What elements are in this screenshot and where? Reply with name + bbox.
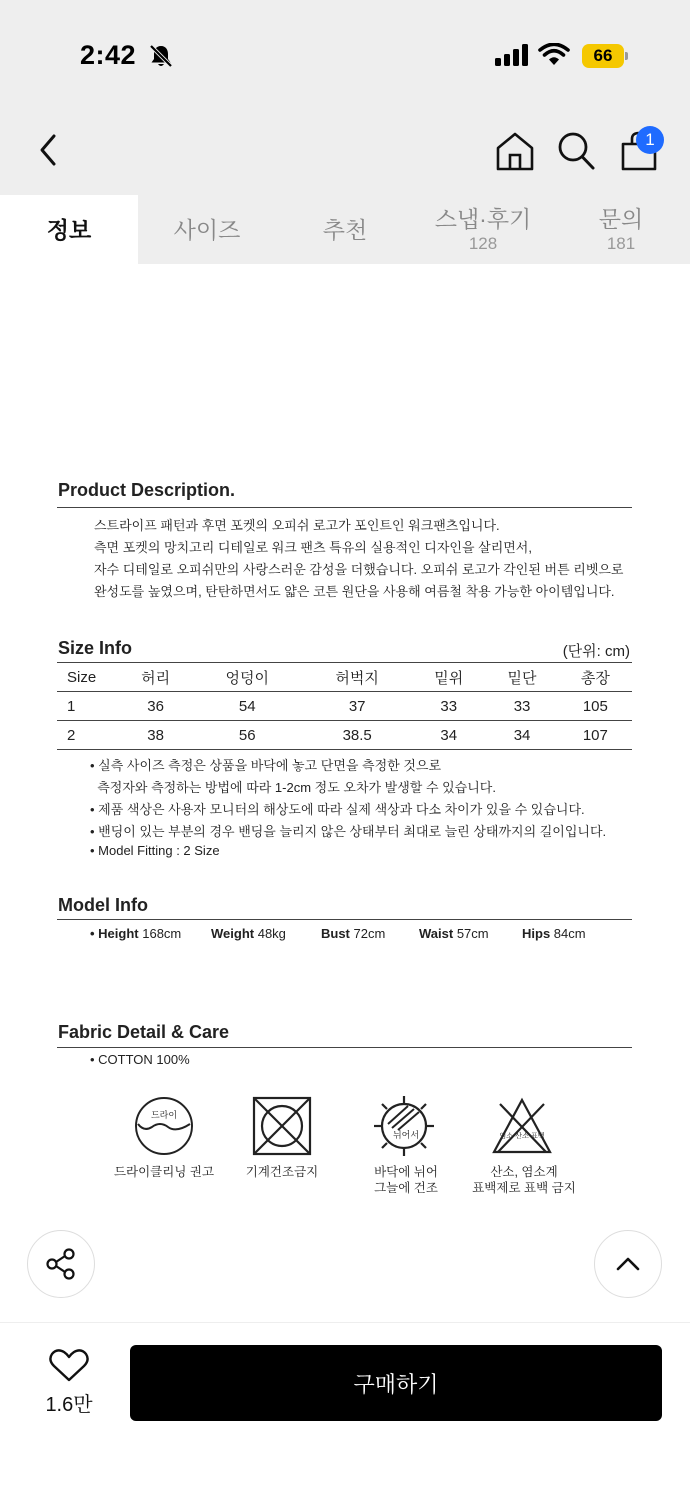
tab-info-label: 정보 [46, 216, 92, 243]
tab-snap-review-count: 128 [468, 233, 498, 253]
chevron-up-icon [613, 1249, 643, 1279]
model-hips [522, 926, 586, 941]
share-button[interactable] [27, 1230, 95, 1298]
table-row [57, 692, 632, 721]
table-cell: 33 [412, 692, 485, 721]
model-weight-value: 48kg [257, 926, 286, 941]
model-height [90, 926, 181, 941]
back-button[interactable] [30, 130, 66, 170]
size-unit: (단위: cm) [562, 643, 630, 660]
size-table [57, 662, 632, 750]
care-label-no-bleach [454, 1164, 594, 1196]
care-label-no-tumble-dry [212, 1164, 352, 1180]
tab-inquiry[interactable] [552, 195, 690, 264]
table-cell: 34 [485, 721, 558, 750]
buy-button[interactable]: 구매하기 [130, 1345, 662, 1421]
product-description-title: Product Description. [58, 480, 236, 500]
no-bleach-icon-text: 염소 산소 표백 [499, 1132, 545, 1140]
size-info-title: Size Info [58, 638, 133, 658]
model-height-value: 168cm [142, 926, 182, 941]
table-row [57, 721, 632, 750]
model-hips-label: Hips [522, 926, 551, 941]
size-note: • 밴딩이 있는 부분의 경우 밴딩을 늘리지 않은 상태부터 최대로 늘린 상태까지의 길이입니다. [90, 824, 607, 839]
table-cell: 1 [57, 692, 119, 721]
table-header: 허벅지 [302, 663, 412, 692]
like-count: 1.6만 [45, 1394, 93, 1416]
table-header-row [57, 663, 632, 692]
divider [57, 1047, 632, 1048]
model-height-label: • Height [90, 926, 139, 941]
model-bust-value: 72cm [353, 926, 386, 941]
tab-snap-review[interactable] [414, 195, 552, 264]
divider [57, 919, 632, 920]
model-waist-label: Waist [419, 926, 454, 941]
table-cell: 107 [559, 721, 632, 750]
dry-clean-icon [132, 1094, 196, 1158]
battery-tip [625, 52, 628, 60]
tab-recommend[interactable] [276, 195, 414, 264]
table-cell: 105 [559, 692, 632, 721]
dry-clean-icon-text: 드라이 [150, 1111, 178, 1121]
description-line: 측면 포켓의 망치고리 디테일로 워크 팬츠 특유의 실용적인 디자인을 살리면서, [94, 540, 532, 555]
table-cell: 37 [302, 692, 412, 721]
model-weight-label: Weight [211, 926, 255, 941]
table-header: 엉덩이 [192, 663, 302, 692]
tab-snap-review-label: 스냅·후기 [434, 205, 532, 232]
status-time: 2:42 [80, 40, 137, 70]
fabric-care-title: Fabric Detail & Care [58, 1022, 230, 1042]
no-bleach-icon [490, 1094, 554, 1158]
model-info-title: Model Info [58, 895, 148, 915]
share-icon [44, 1247, 78, 1281]
tab-size-label: 사이즈 [173, 216, 241, 243]
care-label-line: 기계건조금지 [245, 1165, 319, 1179]
search-button[interactable] [556, 130, 596, 172]
model-bust-label: Bust [321, 926, 350, 941]
product-tabs [0, 195, 690, 264]
table-header: 총장 [559, 663, 632, 692]
table-header: Size [57, 663, 119, 692]
care-label-line: 바닥에 뉘어 [374, 1165, 438, 1179]
size-note: 측정자와 측정하는 방법에 따라 1-2cm 정도 오차가 발생할 수 있습니다. [90, 780, 496, 795]
model-bust [321, 926, 385, 941]
table-cell: 54 [192, 692, 302, 721]
flat-dry-shade-icon-text: 뉘어서 [392, 1131, 420, 1141]
bell-muted-icon [148, 43, 174, 69]
model-waist-value: 57cm [456, 926, 489, 941]
size-note: • Model Fitting : 2 Size [90, 843, 220, 858]
tab-size[interactable] [138, 195, 276, 264]
nav-bar [0, 100, 690, 195]
heart-icon [40, 1348, 98, 1384]
table-cell: 38.5 [302, 721, 412, 750]
model-weight [211, 926, 286, 941]
scroll-top-button[interactable] [594, 1230, 662, 1298]
tab-info[interactable] [0, 195, 138, 264]
description-line: 스트라이프 패턴과 후면 포켓의 오피쉬 로고가 포인트인 워크팬츠입니다. [94, 518, 500, 533]
table-header: 밑위 [412, 663, 485, 692]
care-label-line: 산소, 염소계 [490, 1165, 558, 1179]
table-cell: 56 [192, 721, 302, 750]
tab-inquiry-label: 문의 [598, 205, 644, 232]
size-note: • 실측 사이즈 측정은 상품을 바닥에 놓고 단면을 측정한 것으로 [90, 758, 442, 773]
table-cell: 34 [412, 721, 485, 750]
no-tumble-dry-icon [250, 1094, 314, 1158]
status-bar [0, 0, 690, 100]
home-button[interactable] [494, 130, 536, 172]
cellular-signal-icon [494, 44, 530, 66]
table-header: 허리 [119, 663, 192, 692]
description-line: 완성도를 높였으며, 탄탄하면서도 얇은 코튼 원단을 사용해 여름철 착용 가능한 아이템입니다. [94, 584, 615, 599]
table-cell: 38 [119, 721, 192, 750]
size-note: • 제품 색상은 사용자 모니터의 해상도에 따라 실제 색상과 다소 차이가 있을 수 있습니다. [90, 802, 585, 817]
cart-count-badge: 1 [636, 126, 664, 154]
model-hips-value: 84cm [553, 926, 586, 941]
battery-level: 66 [582, 44, 624, 68]
fabric-composition: • COTTON 100% [90, 1052, 190, 1067]
table-cell: 36 [119, 692, 192, 721]
care-label-line: 그늘에 건조 [374, 1181, 438, 1195]
tab-inquiry-count: 181 [606, 233, 636, 253]
wifi-icon [538, 43, 570, 67]
care-label-line: 표백제로 표백 금지 [472, 1181, 576, 1195]
care-label-line: 드라이클리닝 권고 [113, 1165, 215, 1179]
table-header: 밑단 [485, 663, 558, 692]
battery-indicator [582, 44, 628, 68]
model-waist [419, 926, 489, 941]
table-cell: 33 [485, 692, 558, 721]
tab-recommend-label: 추천 [322, 216, 368, 243]
description-line: 자수 디테일로 오피쉬만의 사랑스러운 감성을 더했습니다. 오피쉬 로고가 각인된 버튼 리벳으로 [94, 562, 624, 577]
flat-dry-shade-icon [372, 1094, 436, 1158]
divider [57, 507, 632, 508]
table-cell: 2 [57, 721, 119, 750]
